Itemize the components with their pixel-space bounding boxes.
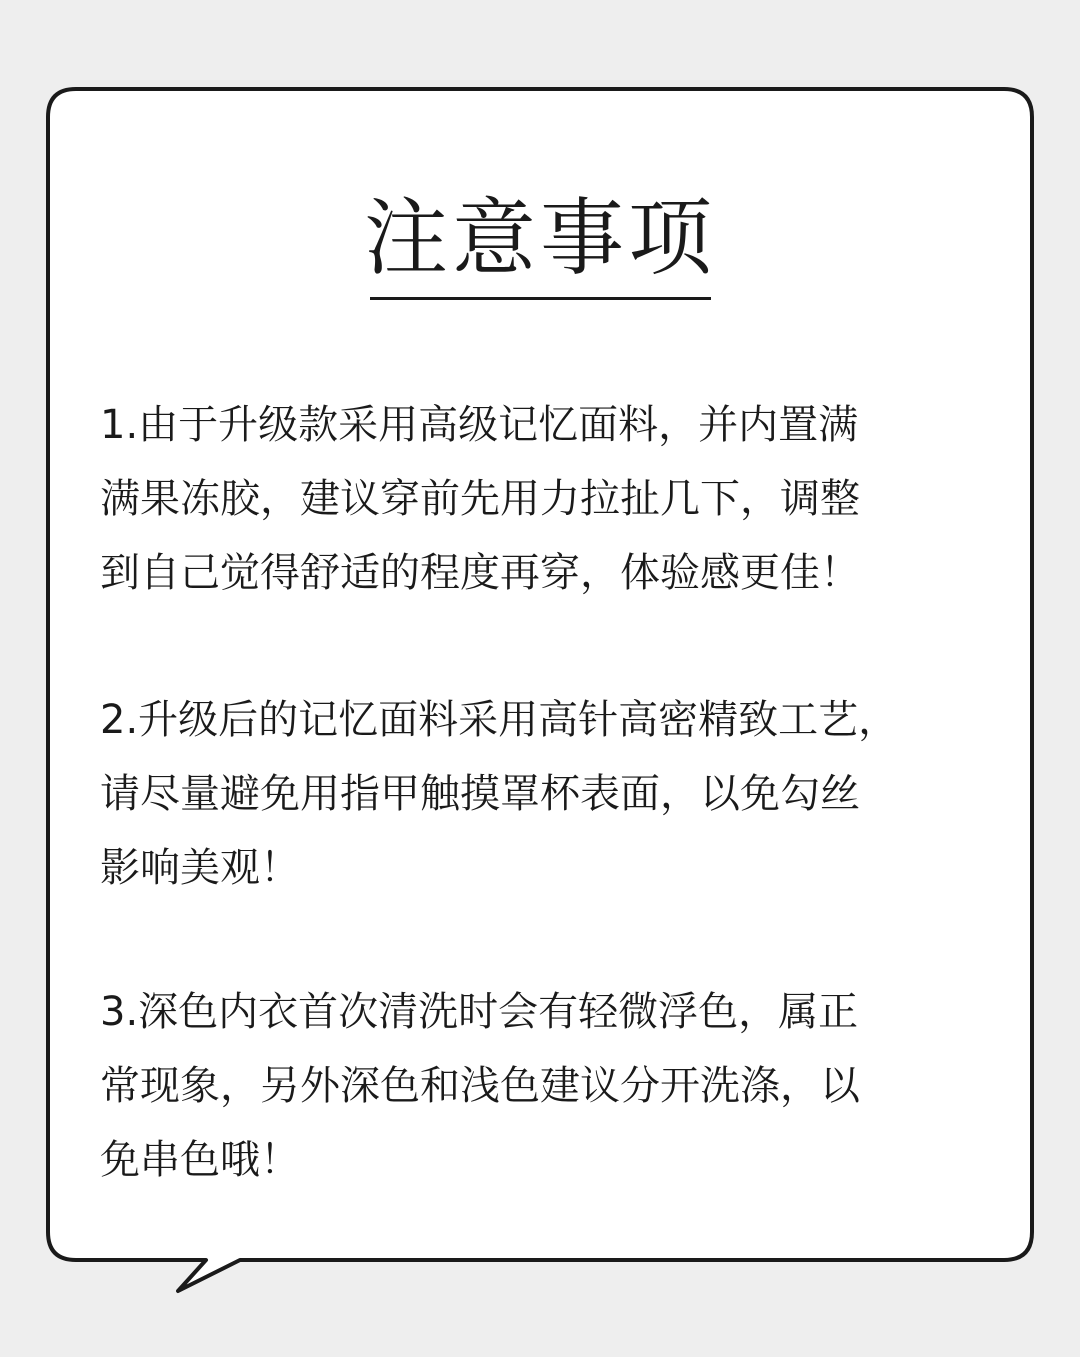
note-line: 2.升级后的记忆面料采用高针高密精致工艺， bbox=[100, 697, 899, 743]
note-item bbox=[100, 975, 1000, 1197]
page-title: 注意事项 bbox=[363, 189, 716, 287]
note-line: 常现象，另外深色和浅色建议分开洗涤，以 bbox=[100, 1063, 860, 1109]
note-line: 请尽量避免用指甲触摸罩杯表面，以免勾丝 bbox=[100, 771, 860, 817]
note-line: 到自己觉得舒适的程度再穿，体验感更佳！ bbox=[100, 550, 860, 596]
note-item bbox=[100, 683, 1000, 905]
note-line: 影响美观！ bbox=[100, 845, 300, 891]
note-line: 免串色哦！ bbox=[100, 1137, 300, 1183]
note-line: 满果冻胶，建议穿前先用力拉扯几下，调整 bbox=[100, 476, 860, 522]
note-item bbox=[100, 388, 1000, 610]
note-line: 3.深色内衣首次清洗时会有轻微浮色，属正 bbox=[100, 989, 859, 1035]
note-line: 1.由于升级款采用高级记忆面料，并内置满 bbox=[100, 402, 859, 448]
title-underline bbox=[370, 297, 711, 300]
